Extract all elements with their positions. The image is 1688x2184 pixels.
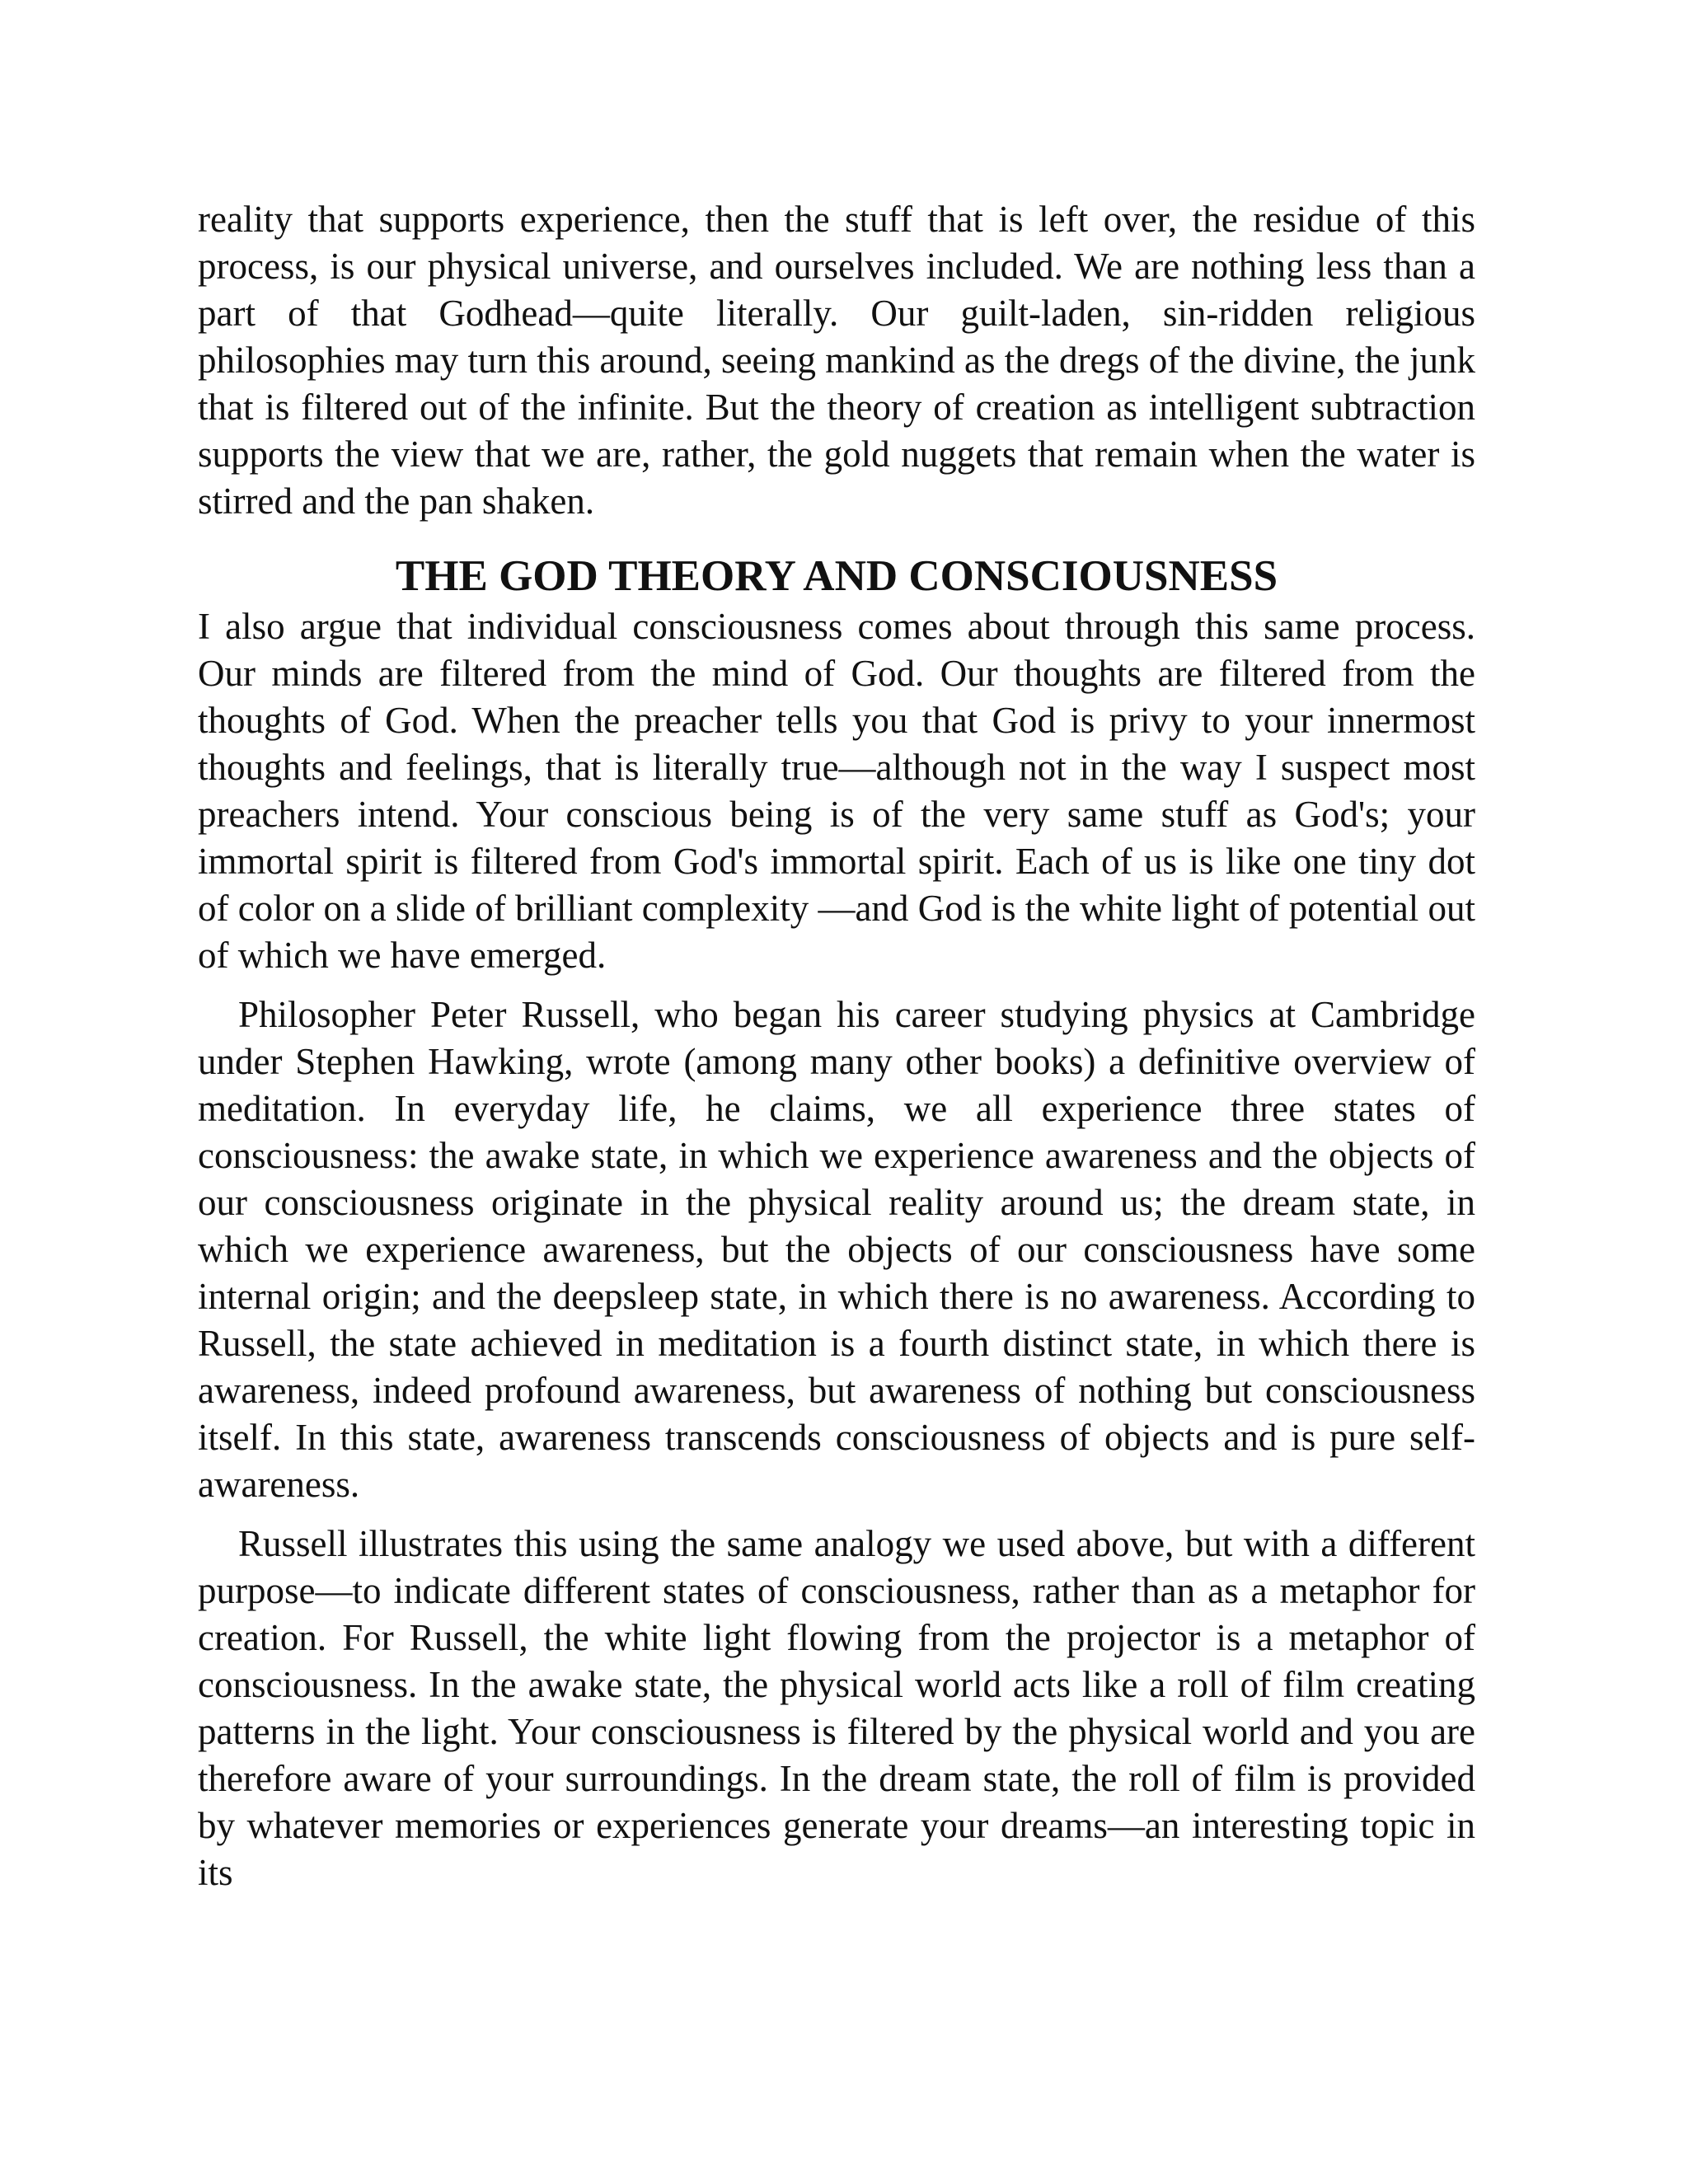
book-page	[198, 196, 1475, 1896]
body-paragraph-1: reality that supports experience, then the stuff that is left over, the residue of this process, is our physical universe, and ourselves included. We are nothing less than a part of that Godhead—quite literally. Our guilt-laden, sin-ridden religious philosophies may turn this around, seeing mankind as the dregs of the divine, the junk that is filtered out of the infinite. But the theory of creation as intelligent subtraction supports the view that we are, rather, the gold nuggets that remain when the water is stirred and the pan shaken.	[198, 199, 1475, 522]
body-paragraph-3: Philosopher Peter Russell, who began his career studying physics at Cambridge under Stephen Hawking, wrote (among many other books) a definitive overview of meditation. In everyday life, he claims, we all experience three states of consciousness: the awake state, in which we experience awareness and the objects of our consciousness originate in the physical reality around us; the dream state, in which we experience awareness, but the objects of our consciousness have some internal origin; and the deepsleep state, in which there is no awareness. According to Russell, the state achieved in meditation is a fourth distinct state, in which there is awareness, indeed profound awareness, but awareness of nothing but consciousness itself. In this state, awareness transcends consciousness of objects and is pure self-awareness.	[198, 994, 1475, 1505]
body-paragraph-2: I also argue that individual consciousness comes about through this same process. Our minds are filtered from the mind of God. Our thoughts are filtered from the thoughts of God. When the preacher tells you that God is privy to your innermost thoughts and feelings, that is literally true—although not in the way I suspect most preachers intend. Your conscious being is of the very same stuff as God's; your immortal spirit is filtered from God's immortal spirit. Each of us is like one tiny dot of color on a slide of brilliant complexity —and God is the white light of potential out of which we have emerged.	[198, 606, 1475, 976]
body-paragraph-4: Russell illustrates this using the same analogy we used above, but with a different purpose—to indicate different states of consciousness, rather than as a metaphor for creation. For Russell, the white light flowing from the projector is a metaphor of consciousness. In the awake state, the physical world acts like a roll of film creating patterns in the light. Your consciousness is filtered by the physical world and you are therefore aware of your surroundings. In the dream state, the roll of film is provided by whatever memories or experiences generate your dreams—an interesting topic in its	[198, 1523, 1475, 1893]
section-heading: THE GOD THEORY AND CONSCIOUSNESS	[395, 552, 1278, 600]
